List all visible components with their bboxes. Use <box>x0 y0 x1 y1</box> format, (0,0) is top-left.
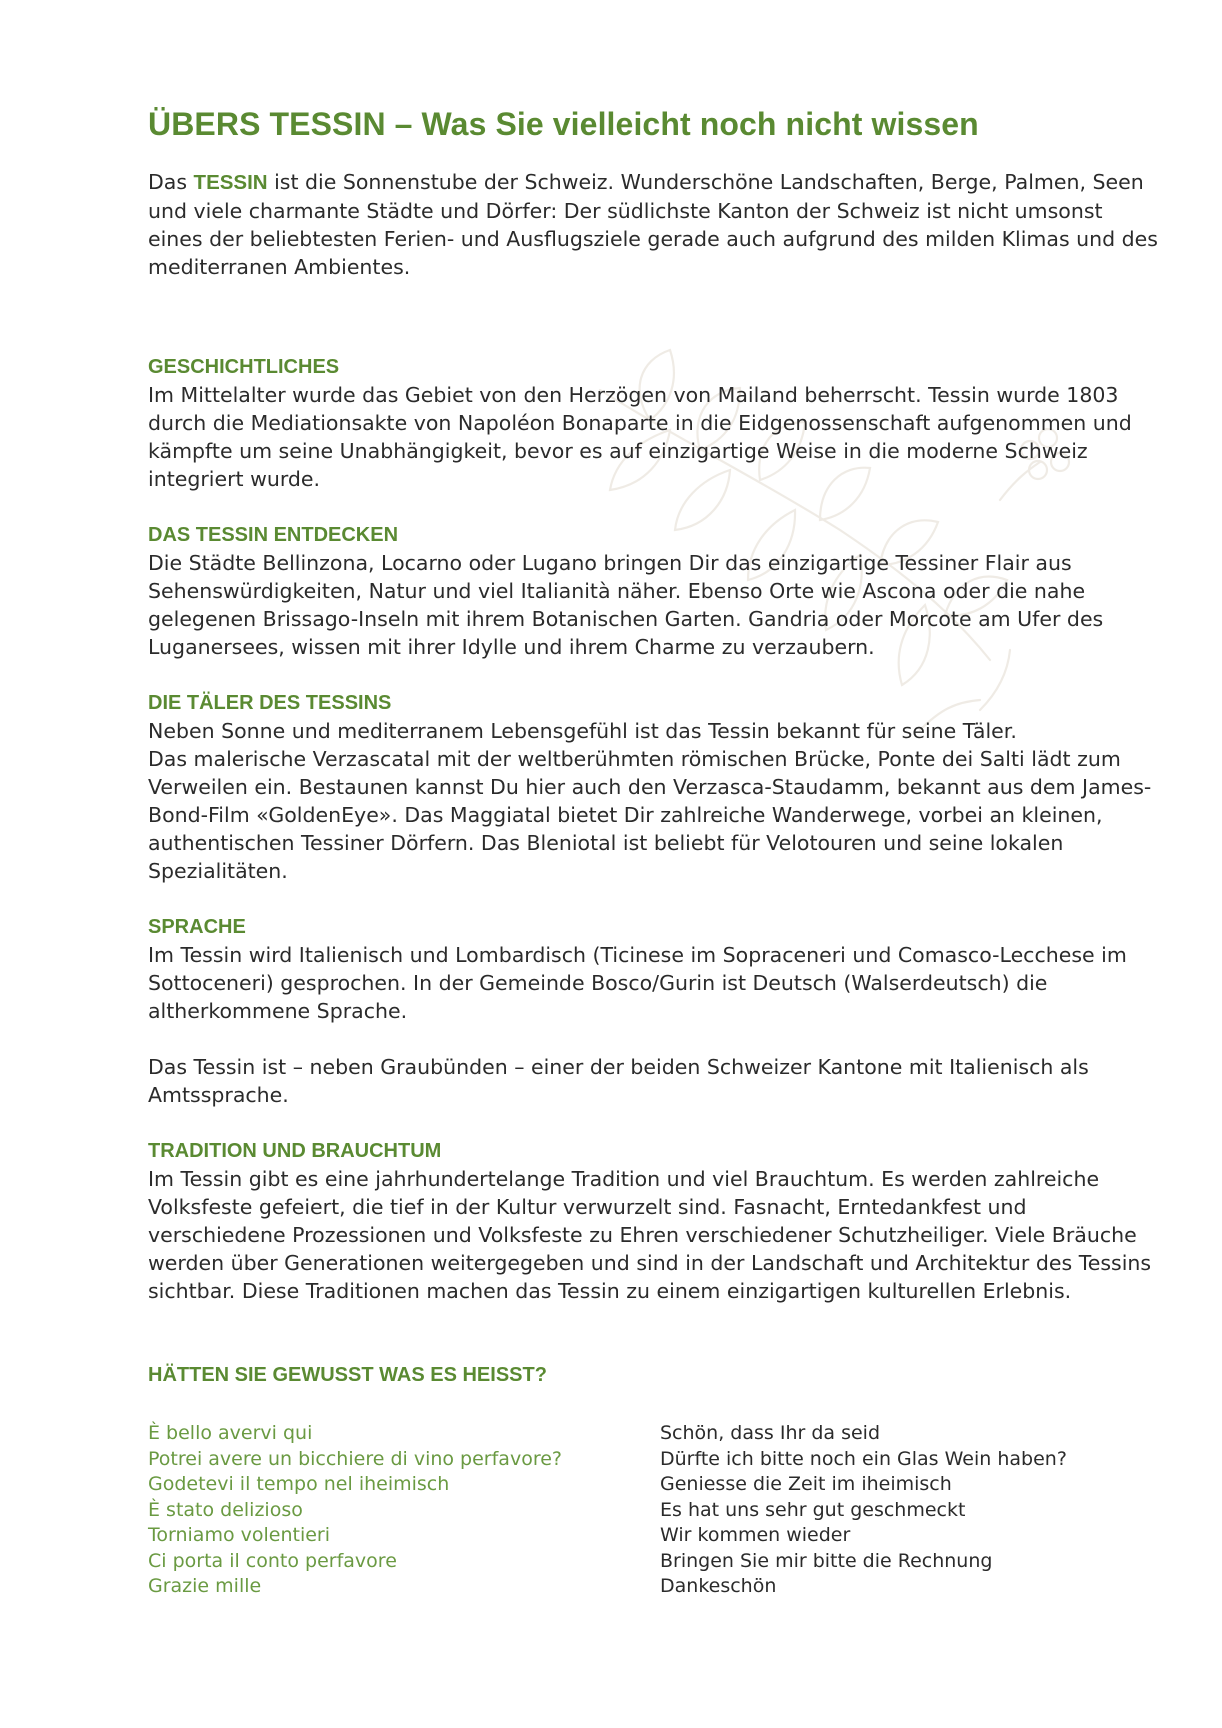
german-column <box>660 1421 1158 1600</box>
section-paragraph: Die Städte Bellinzona, Locarno oder Lugano bringen Dir das einzigartige Tessiner Flair aus Sehenswürdigkeiten, Natur und viel Italianità näher. Ebenso Orte wie Ascona oder die nahe gelegenen Brissago-Inseln mit ihrem Botanischen Garten. Gandria oder Morcote am Ufer des Luganersees, wissen mit ihrer Idylle und ihrem Charme zu verzaubern. <box>148 551 1104 659</box>
section-paragraph: Im Tessin gibt es eine jahrhundertelange Tradition und viel Brauchtum. Es werden zahlreiche Volksfeste gefeiert, die tief in der Kultur verwurzelt sind. Fasnacht, Erntedankfest und verschiedene Prozessionen und Volksfeste zu Ehren verschiedener Schutzheiliger. Viele Bräuche werden über Generationen weitergegeben und sind in der Landschaft und Architektur des Tessins sichtbar. Diese Traditionen machen das Tessin zu einem einzigartigen kulturellen Erlebnis. <box>148 1167 1152 1303</box>
italian-phrase: Grazie mille <box>148 1575 262 1597</box>
italian-phrase: Godetevi il tempo nel iheimisch <box>148 1473 450 1495</box>
section-paragraph: Neben Sonne und mediterranem Lebensgefühl ist das Tessin bekannt für seine Täler. <box>148 719 1017 743</box>
section-tessin-entdecken <box>148 521 1158 661</box>
section-sprache <box>148 913 1158 1109</box>
document-page <box>148 100 1158 1600</box>
section-phrasebook <box>148 1361 1158 1600</box>
section-tradition <box>148 1137 1158 1305</box>
phrasebook-heading: HÄTTEN SIE GEWUSST WAS ES HEISST? <box>148 1364 547 1386</box>
section-paragraph: Das Tessin ist – neben Graubünden – einer der beiden Schweizer Kantone mit Italienisch als Amtssprache. <box>148 1055 1089 1107</box>
german-translation: Dankeschön <box>660 1575 777 1597</box>
italian-phrase: È bello avervi qui <box>148 1422 313 1444</box>
italian-column <box>148 1421 660 1600</box>
section-paragraph: Das malerische Verzascatal mit der weltberühmten römischen Brücke, Ponte dei Salti lädt zum Verweilen ein. Bestaunen kannst Du hier auch den Verzasca-Staudamm, bekannt aus dem James-Bond-Film «GoldenEye». Das Maggiatal bietet Dir zahlreiche Wanderwege, vorbei an kleinen, authentischen Tessiner Dörfern. Das Bleniotal ist beliebt für Velotouren und seine lokalen Spezialitäten. <box>148 747 1152 883</box>
german-translation: Wir kommen wieder <box>660 1524 851 1546</box>
section-heading: DIE TÄLER DES TESSINS <box>148 692 392 714</box>
section-heading: TRADITION UND BRAUCHTUM <box>148 1140 442 1162</box>
italian-phrase: Potrei avere un bicchiere di vino perfavore? <box>148 1447 562 1470</box>
italian-phrase: Ci porta il conto perfavore <box>148 1549 397 1572</box>
section-paragraph: Im Tessin wird Italienisch und Lombardisch (Ticinese im Sopraceneri und Comasco-Lecchese im Sottoceneri) gesprochen. In der Gemeinde Bosco/Gurin ist Deutsch (Walserdeutsch) die altherkommene Sprache. <box>148 943 1127 1023</box>
phrase-table <box>148 1421 1158 1600</box>
intro-text: ist die Sonnenstube der Schweiz. Wunderschöne Landschaften, Berge, Palmen, Seen und viele charmante Städte und Dörfer: Der südlichste Kanton der Schweiz ist nicht umsonst eines der beliebtesten Ferien- und Ausflugsziele gerade auch aufgrund des milden Klimas und des mediterranen Ambientes. <box>148 170 1158 279</box>
german-translation: Geniesse die Zeit im iheimisch <box>660 1473 952 1495</box>
section-taeler <box>148 689 1158 885</box>
section-heading: GESCHICHTLICHES <box>148 356 340 378</box>
page-title: ÜBERS TESSIN – Was Sie vielleicht noch nicht wissen <box>148 106 979 142</box>
section-paragraph: Im Mittelalter wurde das Gebiet von den Herzögen von Mailand beherrscht. Tessin wurde 1803 durch die Mediationsakte von Napoléon Bonaparte in die Eidgenossenschaft aufgenommen und kämpfte um seine Unabhängigkeit, bevor es auf einzigartige Weise in die moderne Schweiz integriert wurde. <box>148 383 1132 491</box>
italian-phrase: Torniamo volentieri <box>148 1524 331 1546</box>
intro-paragraph <box>148 168 1158 281</box>
german-translation: Es hat uns sehr gut geschmeckt <box>660 1498 966 1521</box>
intro-prefix: Das <box>148 170 194 194</box>
german-translation: Schön, dass Ihr da seid <box>660 1422 881 1444</box>
italian-phrase: È stato delizioso <box>148 1498 303 1521</box>
german-translation: Dürfte ich bitte noch ein Glas Wein haben? <box>660 1447 1067 1470</box>
german-translation: Bringen Sie mir bitte die Rechnung <box>660 1549 993 1572</box>
intro-highlight: TESSIN <box>193 171 268 194</box>
section-geschichtliches <box>148 353 1158 493</box>
section-heading: SPRACHE <box>148 916 246 938</box>
section-heading: DAS TESSIN ENTDECKEN <box>148 524 399 546</box>
